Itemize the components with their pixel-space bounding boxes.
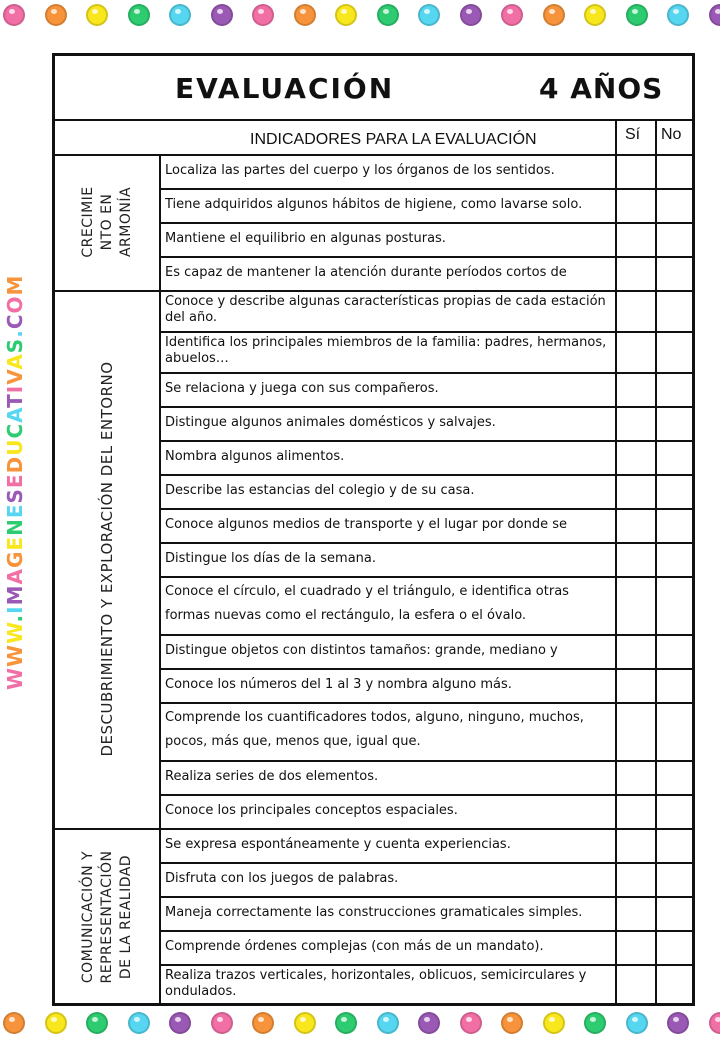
evaluation-sheet (52, 53, 695, 1006)
table-rule (55, 828, 692, 830)
no-checkbox-cell[interactable] (657, 796, 691, 827)
yes-checkbox-cell[interactable] (617, 704, 654, 759)
table-rule (159, 406, 692, 408)
indicator-text: Describe las estancias del colegio y de su casa. (165, 480, 611, 502)
table-rule (159, 372, 692, 374)
indicator-text: Distingue los días de la semana. (165, 548, 611, 570)
no-checkbox-cell[interactable] (657, 636, 691, 667)
indicator-text: Distingue algunos animales domésticos y salvajes. (165, 412, 611, 434)
yes-checkbox-cell[interactable] (617, 258, 654, 289)
category-label (59, 294, 155, 824)
yes-checkbox-cell[interactable] (617, 292, 654, 330)
decor-dot (667, 4, 689, 26)
yes-checkbox-cell[interactable] (617, 898, 654, 929)
decor-dot (335, 4, 357, 26)
decor-dot (86, 4, 108, 26)
indicator-text: Disfruta con los juegos de palabras. (165, 868, 611, 890)
yes-checkbox-cell[interactable] (617, 224, 654, 255)
decor-dot (86, 1012, 108, 1034)
table-rule (159, 508, 692, 510)
decor-dot (128, 1012, 150, 1034)
table-rule (159, 474, 692, 476)
yes-checkbox-cell[interactable] (617, 796, 654, 827)
title-row (55, 56, 692, 121)
yes-checkbox-cell[interactable] (617, 830, 654, 861)
decor-dot (294, 1012, 316, 1034)
category-label (59, 832, 155, 1002)
decor-dot (626, 1012, 648, 1034)
indicator-text: Tiene adquiridos algunos hábitos de higiene, como lavarse solo. (165, 194, 611, 216)
decor-dot (3, 4, 25, 26)
decor-dot (667, 1012, 689, 1034)
no-header: No (661, 126, 681, 144)
no-checkbox-cell[interactable] (657, 190, 691, 221)
yes-checkbox-cell[interactable] (617, 578, 654, 633)
category-label-line: DE LA REALIDAD (117, 851, 136, 984)
yes-checkbox-cell[interactable] (617, 966, 654, 1005)
decor-dot (709, 1012, 720, 1034)
table-rule (159, 634, 692, 636)
top-dot-border (0, 0, 720, 34)
decor-dot (169, 1012, 191, 1034)
decor-dot (543, 1012, 565, 1034)
table-rule (159, 222, 692, 224)
decor-dot (252, 1012, 274, 1034)
no-checkbox-cell[interactable] (657, 830, 691, 861)
table-rule (159, 896, 692, 898)
no-checkbox-cell[interactable] (657, 408, 691, 439)
indicator-text: Comprende órdenes complejas (con más de un mandato). (165, 936, 611, 958)
yes-checkbox-cell[interactable] (617, 636, 654, 667)
decor-dot (460, 4, 482, 26)
table-rule (159, 930, 692, 932)
indicator-text: Conoce algunos medios de transporte y el lugar por donde se (165, 514, 611, 536)
no-checkbox-cell[interactable] (657, 156, 691, 187)
category-label-line: NTO EN (98, 186, 117, 257)
no-checkbox-cell[interactable] (657, 258, 691, 289)
table-rule (159, 154, 161, 1003)
decor-dot (377, 4, 399, 26)
bottom-dot-border (0, 1008, 720, 1042)
no-checkbox-cell[interactable] (657, 333, 691, 371)
table-rule (55, 154, 692, 156)
decor-dot (45, 1012, 67, 1034)
category-label (59, 158, 155, 286)
indicator-text: Conoce el círculo, el cuadrado y el triángulo, e identifica otras formas nuevas como el rectángulo, la esfera o el óvalo. (165, 580, 611, 634)
indicator-text: Conoce los números del 1 al 3 y nombra alguno más. (165, 674, 611, 696)
yes-checkbox-cell[interactable] (617, 442, 654, 473)
yes-checkbox-cell[interactable] (617, 476, 654, 507)
decor-dot (45, 4, 67, 26)
yes-checkbox-cell[interactable] (617, 374, 654, 405)
no-checkbox-cell[interactable] (657, 670, 691, 701)
table-rule (159, 331, 692, 333)
table-rule (159, 668, 692, 670)
decor-dot (252, 4, 274, 26)
no-checkbox-cell[interactable] (657, 476, 691, 507)
no-checkbox-cell[interactable] (657, 544, 691, 575)
indicator-text: Realiza trazos verticales, horizontales, oblicuos, semicirculares y ondulados. (165, 968, 611, 1006)
no-checkbox-cell[interactable] (657, 966, 691, 1005)
no-checkbox-cell[interactable] (657, 442, 691, 473)
decor-dot (543, 4, 565, 26)
category-label-line: COMUNICACIÓN Y (79, 851, 98, 984)
table-rule (159, 256, 692, 258)
no-checkbox-cell[interactable] (657, 374, 691, 405)
no-checkbox-cell[interactable] (657, 292, 691, 330)
decor-dot (460, 1012, 482, 1034)
decor-dot (501, 4, 523, 26)
indicator-text: Mantiene el equilibrio en algunas posturas. (165, 228, 611, 250)
decor-dot (3, 1012, 25, 1034)
indicator-text: Identifica los principales miembros de la familia: padres, hermanos, abuelos… (165, 335, 611, 372)
decor-dot (418, 1012, 440, 1034)
table-rule (159, 440, 692, 442)
no-checkbox-cell[interactable] (657, 932, 691, 963)
category-label-line: DESCUBRIMIENTO Y EXPLORACIÓN DEL ENTORNO (98, 361, 117, 756)
table-rule (159, 794, 692, 796)
table-rule (159, 760, 692, 762)
indicator-text: Nombra algunos alimentos. (165, 446, 611, 468)
indicator-text: Localiza las partes del cuerpo y los órganos de los sentidos. (165, 160, 611, 182)
decor-dot (584, 1012, 606, 1034)
yes-checkbox-cell[interactable] (617, 864, 654, 895)
table-rule (159, 188, 692, 190)
decor-dot (626, 4, 648, 26)
no-checkbox-cell[interactable] (657, 864, 691, 895)
decor-dot (128, 4, 150, 26)
yes-checkbox-cell[interactable] (617, 544, 654, 575)
indicator-text: Es capaz de mantener la atención durante períodos cortos de (165, 262, 611, 284)
indicator-text: Conoce y describe algunas características propias de cada estación del año. (165, 294, 611, 331)
yes-checkbox-cell[interactable] (617, 408, 654, 439)
decor-dot (211, 4, 233, 26)
yes-header: Sí (625, 126, 640, 144)
no-checkbox-cell[interactable] (657, 898, 691, 929)
decor-dot (418, 4, 440, 26)
page-title: EVALUACIÓN (175, 72, 394, 105)
indicator-text: Se relaciona y juega con sus compañeros. (165, 378, 611, 400)
table-rule (159, 576, 692, 578)
table-rule (159, 542, 692, 544)
decor-dot (709, 4, 720, 26)
indicator-text: Maneja correctamente las construcciones gramaticales simples. (165, 902, 611, 924)
no-checkbox-cell[interactable] (657, 762, 691, 793)
decor-dot (169, 4, 191, 26)
table-rule (159, 702, 692, 704)
category-label-line: CRECIMIE (79, 186, 98, 257)
indicator-text: Conoce los principales conceptos espaciales. (165, 800, 611, 822)
no-checkbox-cell[interactable] (657, 578, 691, 633)
website-watermark: WWW.IMAGENESEDUCATIVAS.COM (0, 350, 32, 690)
yes-checkbox-cell[interactable] (617, 510, 654, 541)
no-checkbox-cell[interactable] (657, 510, 691, 541)
decor-dot (211, 1012, 233, 1034)
yes-checkbox-cell[interactable] (617, 333, 654, 371)
age-label: 4 AÑOS (539, 72, 663, 105)
yes-checkbox-cell[interactable] (617, 156, 654, 187)
decor-dot (501, 1012, 523, 1034)
table-rule (55, 290, 692, 292)
table-rule (159, 964, 692, 966)
indicator-text: Comprende los cuantificadores todos, alguno, ninguno, muchos, pocos, más que, menos que, igual que. (165, 706, 611, 760)
yes-checkbox-cell[interactable] (617, 190, 654, 221)
decor-dot (377, 1012, 399, 1034)
table-rule (159, 862, 692, 864)
decor-dot (584, 4, 606, 26)
indicator-text: Distingue objetos con distintos tamaños: grande, mediano y (165, 640, 611, 662)
yes-checkbox-cell[interactable] (617, 932, 654, 963)
no-checkbox-cell[interactable] (657, 224, 691, 255)
category-label-line: REPRESENTACIÓN (98, 851, 117, 984)
category-label-line: ARMONÍA (117, 186, 136, 257)
no-checkbox-cell[interactable] (657, 704, 691, 759)
indicators-header: INDICADORES PARA LA EVALUACIÓN (250, 131, 537, 149)
indicator-text: Realiza series de dos elementos. (165, 766, 611, 788)
decor-dot (335, 1012, 357, 1034)
decor-dot (294, 4, 316, 26)
yes-checkbox-cell[interactable] (617, 670, 654, 701)
indicator-text: Se expresa espontáneamente y cuenta experiencias. (165, 834, 611, 856)
yes-checkbox-cell[interactable] (617, 762, 654, 793)
